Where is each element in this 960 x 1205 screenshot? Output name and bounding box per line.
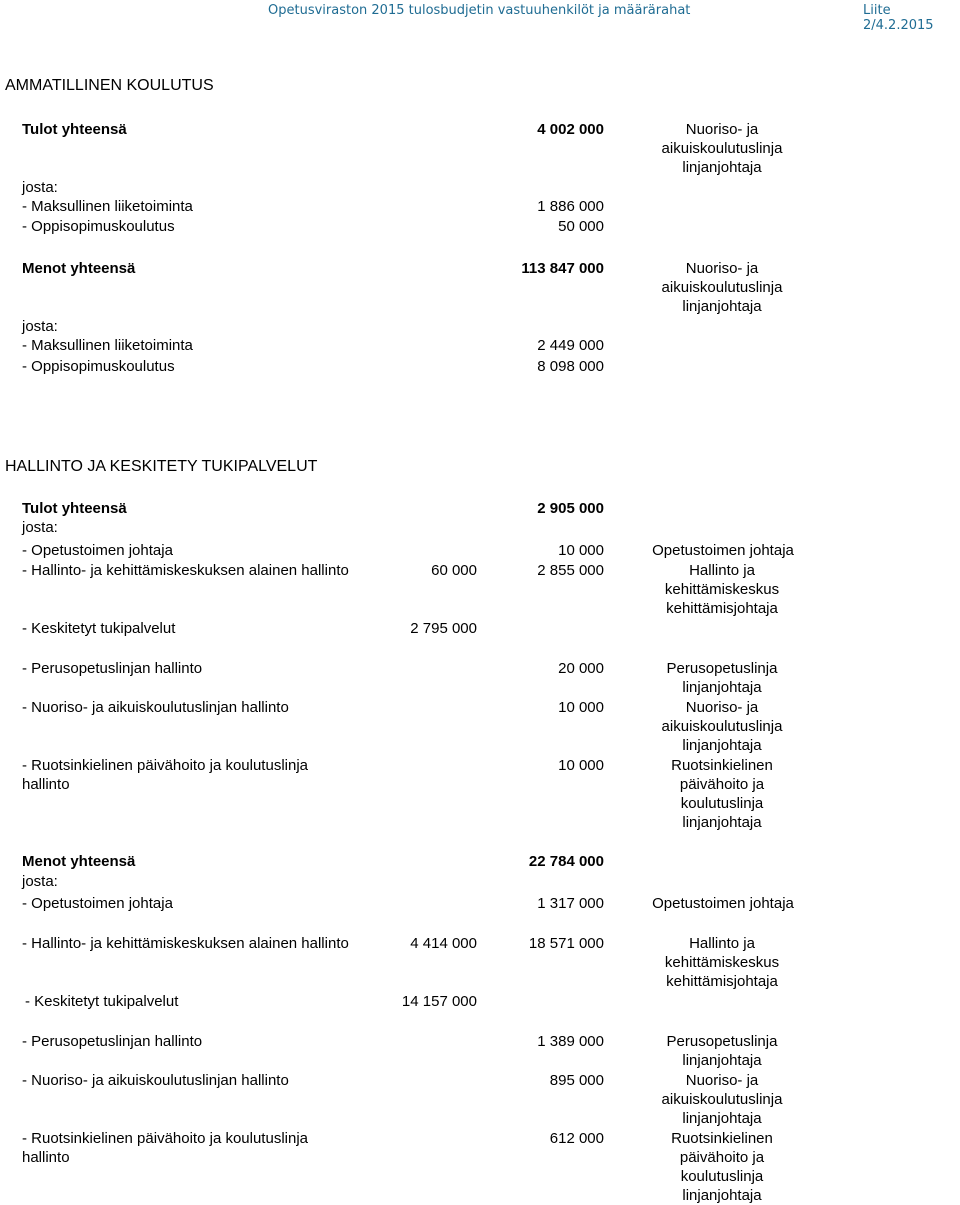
s1-income-total-label: Tulot yhteensä — [22, 121, 127, 138]
s1-income-josta-label: josta: — [22, 179, 58, 196]
s2-expense-row-value: 1 389 000 — [537, 1033, 604, 1050]
s1-income-row-label: - Maksullinen liiketoiminta — [22, 198, 193, 215]
s2-income-row-responsible: linjanjohtaja — [682, 679, 762, 696]
s1-expense-total-label: Menot yhteensä — [22, 260, 136, 277]
s1-expense-total-value: 113 847 000 — [521, 260, 604, 277]
s2-income-row-responsible: Perusopetuslinja — [666, 660, 778, 677]
s2-expense-total-label: Menot yhteensä — [22, 853, 136, 870]
s1-expense-josta-label: josta: — [22, 318, 58, 335]
s2-income-row-value: 10 000 — [558, 757, 604, 774]
s2-income-row-responsible: Opetustoimen johtaja — [652, 542, 794, 559]
s1-income-responsible-line-1: Nuoriso- ja — [685, 121, 759, 138]
s2-expense-row-value: 612 000 — [549, 1130, 604, 1147]
s2-income-row-responsible: Ruotsinkielinen — [671, 757, 773, 774]
appendix-label: Liite 2/4.2.2015 — [863, 3, 934, 33]
s2-income-row-label: - Perusopetuslinjan hallinto — [22, 660, 203, 677]
s2-expense-row-label: - Opetustoimen johtaja — [22, 895, 173, 912]
s2-expense-row-responsible: aikuiskoulutuslinja — [661, 1091, 783, 1108]
s2-income-row-responsible: kehittämiskeskus — [664, 581, 780, 598]
s2-expense-row-responsible: päivähoito ja — [679, 1149, 765, 1166]
s2-expense-row-value: 1 317 000 — [537, 895, 604, 912]
s2-income-row-label: - Keskitetyt tukipalvelut — [22, 620, 176, 637]
s2-expense-josta-label: josta: — [22, 873, 58, 890]
s1-income-row-label: - Oppisopimuskoulutus — [22, 218, 175, 235]
s2-income-row-responsible: linjanjohtaja — [682, 737, 762, 754]
s2-expense-row-responsible: koulutuslinja — [680, 1168, 764, 1185]
s2-expense-row-responsible: Perusopetuslinja — [666, 1033, 778, 1050]
s2-expense-row-responsible: kehittämiskeskus — [664, 954, 780, 971]
s2-income-row-subvalue: 2 795 000 — [410, 620, 477, 637]
s2-income-row-responsible: koulutuslinja — [680, 795, 764, 812]
s2-expense-row-label: - Nuoriso- ja aikuiskoulutuslinjan hallinto — [22, 1072, 289, 1089]
s1-income-row-value: 1 886 000 — [537, 198, 604, 215]
s2-income-row-responsible: linjanjohtaja — [682, 814, 762, 831]
s2-income-total-label: Tulot yhteensä — [22, 500, 127, 517]
s2-income-row-label: - Opetustoimen johtaja — [22, 542, 173, 559]
s2-income-row-subvalue: 60 000 — [431, 562, 477, 579]
s1-expense-responsible-line-2: aikuiskoulutuslinja — [661, 279, 783, 296]
s2-expense-row-subvalue: 14 157 000 — [401, 993, 477, 1010]
s1-expense-row-label: - Oppisopimuskoulutus — [22, 358, 175, 375]
s2-expense-row-value: 18 571 000 — [528, 935, 604, 952]
document-header-title: Opetusviraston 2015 tulosbudjetin vastuuhenkilöt ja määrärahat — [268, 3, 691, 18]
s1-income-responsible-line-2: aikuiskoulutuslinja — [661, 140, 783, 157]
s1-income-row-value: 50 000 — [558, 218, 604, 235]
s2-income-row-label: - Hallinto- ja kehittämiskeskuksen alainen hallinto — [22, 562, 349, 579]
s2-income-josta-label: josta: — [22, 519, 58, 536]
s2-expense-row-responsible: linjanjohtaja — [682, 1187, 762, 1204]
s2-expense-total-value: 22 784 000 — [528, 853, 604, 870]
s2-expense-row-responsible: Hallinto ja — [689, 935, 755, 952]
s1-expense-responsible-line-3: linjanjohtaja — [682, 298, 762, 315]
s2-expense-row-responsible: Ruotsinkielinen — [671, 1130, 773, 1147]
s1-expense-row-value: 8 098 000 — [537, 358, 604, 375]
s2-income-total-value: 2 905 000 — [537, 500, 604, 517]
s2-expense-row-label: - Keskitetyt tukipalvelut — [25, 993, 179, 1010]
s1-expense-row-value: 2 449 000 — [537, 337, 604, 354]
s2-income-row-responsible: kehittämisjohtaja — [666, 600, 778, 617]
s2-income-row-label: - Nuoriso- ja aikuiskoulutuslinjan hallinto — [22, 699, 289, 716]
s2-expense-row-label: - Ruotsinkielinen päivähoito ja koulutuslinja — [22, 1130, 309, 1147]
s2-expense-row-value: 895 000 — [549, 1072, 604, 1089]
s1-income-total-value: 4 002 000 — [537, 121, 604, 138]
s2-expense-row-responsible: linjanjohtaja — [682, 1110, 762, 1127]
s2-expense-row-responsible: kehittämisjohtaja — [666, 973, 778, 990]
s2-income-row-label: - Ruotsinkielinen päivähoito ja koulutuslinja — [22, 757, 309, 774]
s2-expense-row-subvalue: 4 414 000 — [410, 935, 477, 952]
s2-income-row-responsible: Nuoriso- ja — [685, 699, 759, 716]
s1-income-responsible-line-3: linjanjohtaja — [682, 159, 762, 176]
s2-expense-row-responsible: Nuoriso- ja — [685, 1072, 759, 1089]
s2-income-row-value: 10 000 — [558, 699, 604, 716]
s2-income-row-responsible: Hallinto ja — [689, 562, 755, 579]
s2-income-row-responsible: aikuiskoulutuslinja — [661, 718, 783, 735]
s2-income-row-value: 10 000 — [558, 542, 604, 559]
section-title-hallinto: HALLINTO JA KESKITETY TUKIPALVELUT — [5, 458, 318, 475]
s2-expense-row-label: - Perusopetuslinjan hallinto — [22, 1033, 203, 1050]
s2-income-row-value: 20 000 — [558, 660, 604, 677]
s1-expense-responsible-line-1: Nuoriso- ja — [685, 260, 759, 277]
s2-income-row-value: 2 855 000 — [537, 562, 604, 579]
section-title-ammatillinen: AMMATILLINEN KOULUTUS — [5, 77, 214, 94]
s1-expense-row-label: - Maksullinen liiketoiminta — [22, 337, 193, 354]
s2-expense-row-responsible: Opetustoimen johtaja — [652, 895, 794, 912]
s2-income-row-responsible: päivähoito ja — [679, 776, 765, 793]
s2-expense-row-responsible: linjanjohtaja — [682, 1052, 762, 1069]
s2-income-row-label: hallinto — [22, 776, 70, 793]
s2-expense-row-label: - Hallinto- ja kehittämiskeskuksen alainen hallinto — [22, 935, 349, 952]
s2-expense-row-label: hallinto — [22, 1149, 70, 1166]
